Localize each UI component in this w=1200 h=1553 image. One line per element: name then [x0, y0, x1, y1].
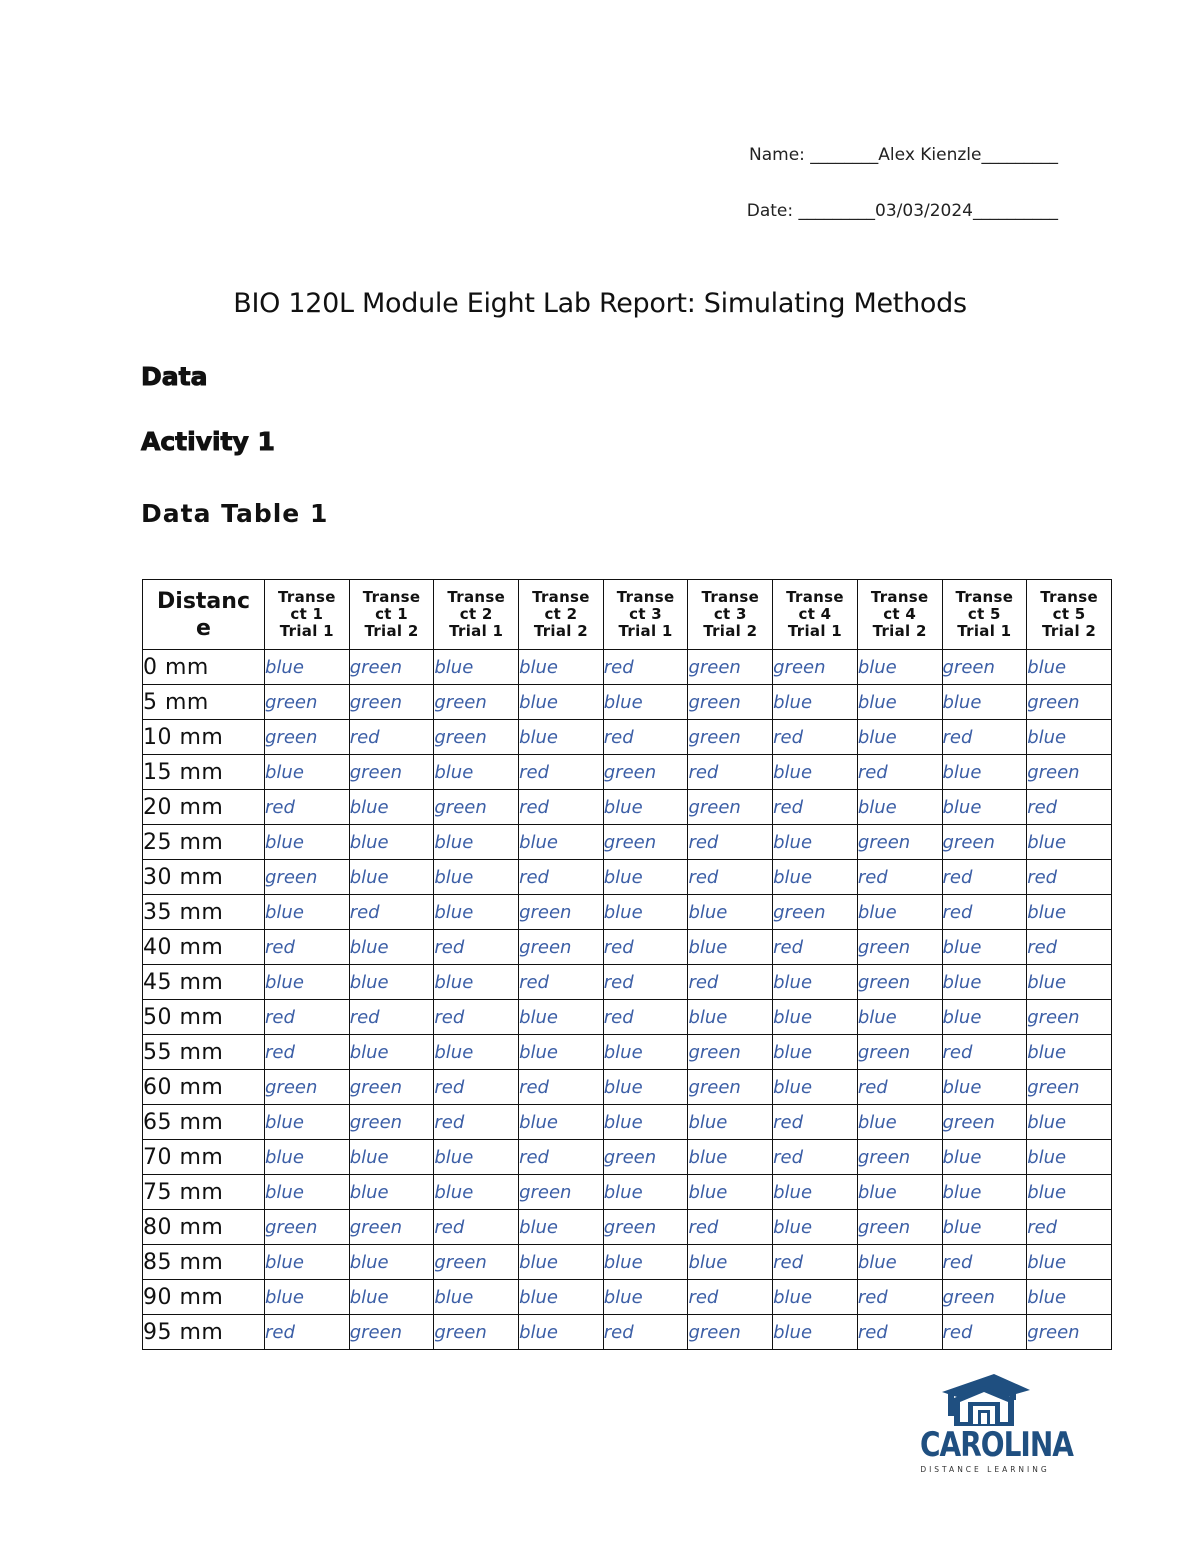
color-cell: green	[265, 1210, 350, 1245]
color-cell: blue	[349, 1245, 434, 1280]
color-cell: red	[603, 1000, 688, 1035]
color-cell: green	[688, 720, 773, 755]
logo-name: CAROLINA	[920, 1424, 1073, 1465]
table-row	[143, 895, 1112, 930]
carolina-logo	[920, 1372, 1073, 1482]
color-cell: green	[857, 825, 942, 860]
header-line: Transe	[362, 588, 421, 606]
color-cell: blue	[773, 1210, 858, 1245]
color-cell: green	[942, 650, 1027, 685]
color-cell: blue	[434, 650, 519, 685]
color-cell: blue	[265, 895, 350, 930]
color-cell: blue	[773, 755, 858, 790]
color-cell: red	[349, 895, 434, 930]
header-line: Trial 1	[618, 622, 673, 640]
header-line: ct 1	[290, 605, 324, 623]
color-cell: red	[519, 965, 604, 1000]
color-cell: blue	[349, 825, 434, 860]
distance-cell: 40 mm	[143, 930, 265, 965]
color-cell: red	[519, 755, 604, 790]
date-field: Date: _________03/03/2024__________	[746, 201, 1058, 221]
color-cell: red	[349, 1000, 434, 1035]
color-cell: blue	[265, 650, 350, 685]
color-cell: blue	[349, 930, 434, 965]
color-cell: blue	[942, 685, 1027, 720]
distance-cell: 85 mm	[143, 1245, 265, 1280]
color-cell: blue	[519, 1000, 604, 1035]
header-line: Transe	[447, 588, 506, 606]
color-cell: blue	[773, 965, 858, 1000]
color-cell: red	[857, 1070, 942, 1105]
distance-cell: 35 mm	[143, 895, 265, 930]
color-cell: blue	[349, 1035, 434, 1070]
color-cell: green	[1027, 1070, 1112, 1105]
color-cell: red	[265, 1000, 350, 1035]
color-cell: blue	[688, 1000, 773, 1035]
color-cell: green	[942, 1280, 1027, 1315]
color-cell: red	[688, 755, 773, 790]
table-row	[143, 1315, 1112, 1350]
color-cell: red	[603, 1315, 688, 1350]
color-cell: green	[603, 1140, 688, 1175]
color-cell: blue	[1027, 1245, 1112, 1280]
color-cell: blue	[434, 1035, 519, 1070]
color-cell: blue	[773, 1000, 858, 1035]
color-cell: green	[688, 650, 773, 685]
color-cell: blue	[603, 1070, 688, 1105]
color-cell: green	[688, 1035, 773, 1070]
color-cell: red	[265, 790, 350, 825]
color-cell: blue	[1027, 1105, 1112, 1140]
color-cell: green	[434, 1315, 519, 1350]
color-cell: blue	[1027, 650, 1112, 685]
color-cell: blue	[942, 965, 1027, 1000]
color-cell: green	[349, 1210, 434, 1245]
color-cell: red	[1027, 930, 1112, 965]
color-cell: blue	[603, 1035, 688, 1070]
color-cell: blue	[942, 930, 1027, 965]
name-field: Name: ________Alex Kienzle_________	[749, 145, 1058, 165]
color-cell: blue	[857, 720, 942, 755]
color-cell: blue	[1027, 1175, 1112, 1210]
color-cell: blue	[688, 895, 773, 930]
header-line: ct 4	[883, 605, 917, 623]
color-cell: red	[857, 1315, 942, 1350]
column-header	[857, 580, 942, 650]
table-row	[143, 1210, 1112, 1245]
color-cell: red	[434, 1000, 519, 1035]
color-cell: green	[434, 790, 519, 825]
color-cell: red	[434, 1210, 519, 1245]
color-cell: red	[519, 1070, 604, 1105]
color-cell: blue	[265, 825, 350, 860]
distance-cell: 80 mm	[143, 1210, 265, 1245]
color-cell: green	[349, 1105, 434, 1140]
color-cell: red	[519, 860, 604, 895]
header-line: Transe	[532, 588, 590, 606]
color-cell: blue	[349, 1140, 434, 1175]
color-cell: blue	[1027, 965, 1112, 1000]
header-line: Trial 1	[449, 622, 504, 640]
color-cell: green	[603, 825, 688, 860]
color-cell: red	[857, 1280, 942, 1315]
color-cell: blue	[857, 685, 942, 720]
color-cell: green	[688, 1315, 773, 1350]
color-cell: green	[349, 650, 434, 685]
header-line: Trial 1	[279, 622, 334, 640]
table-row	[143, 685, 1112, 720]
color-cell: red	[434, 930, 519, 965]
house-graduation-cap-icon	[934, 1372, 1034, 1427]
color-cell: red	[688, 1280, 773, 1315]
distance-cell: 55 mm	[143, 1035, 265, 1070]
color-cell: green	[688, 685, 773, 720]
table-row	[143, 860, 1112, 895]
color-cell: green	[603, 1210, 688, 1245]
table-row	[143, 650, 1112, 685]
color-cell: blue	[434, 965, 519, 1000]
color-cell: red	[603, 720, 688, 755]
column-header	[349, 580, 434, 650]
color-cell: blue	[857, 1245, 942, 1280]
color-cell: green	[688, 790, 773, 825]
color-cell: red	[942, 1315, 1027, 1350]
color-cell: blue	[434, 1280, 519, 1315]
color-cell: blue	[349, 965, 434, 1000]
color-cell: blue	[434, 1175, 519, 1210]
color-cell: blue	[434, 895, 519, 930]
color-cell: blue	[603, 790, 688, 825]
color-cell: blue	[773, 1280, 858, 1315]
header-line: Trial 1	[787, 622, 843, 640]
color-cell: red	[434, 1105, 519, 1140]
color-cell: red	[688, 965, 773, 1000]
distance-cell: 30 mm	[143, 860, 265, 895]
header-line: Transe	[701, 588, 760, 606]
color-cell: blue	[349, 860, 434, 895]
color-cell: red	[688, 860, 773, 895]
color-cell: blue	[603, 1245, 688, 1280]
color-cell: green	[1027, 1000, 1112, 1035]
distance-cell: 20 mm	[143, 790, 265, 825]
color-cell: red	[603, 965, 688, 1000]
table-row	[143, 1035, 1112, 1070]
column-header	[519, 580, 604, 650]
color-cell: blue	[773, 1175, 858, 1210]
column-header	[434, 580, 519, 650]
color-cell: red	[519, 1140, 604, 1175]
distance-cell: 10 mm	[143, 720, 265, 755]
color-cell: red	[857, 860, 942, 895]
color-cell: blue	[773, 860, 858, 895]
column-header	[773, 580, 858, 650]
color-cell: blue	[1027, 1280, 1112, 1315]
header-line: Trial 2	[872, 622, 927, 640]
table-row	[143, 1140, 1112, 1175]
color-cell: green	[857, 1210, 942, 1245]
distance-cell: 15 mm	[143, 755, 265, 790]
column-header	[265, 580, 350, 650]
color-cell: blue	[349, 790, 434, 825]
color-cell: blue	[349, 1175, 434, 1210]
color-cell: green	[434, 1245, 519, 1280]
header-line: ct 5	[967, 605, 1001, 623]
color-cell: green	[265, 685, 350, 720]
page-title: BIO 120L Module Eight Lab Report: Simulating Methods	[233, 288, 967, 319]
header-line: Transe	[955, 588, 1014, 606]
color-cell: blue	[603, 1280, 688, 1315]
color-cell: green	[434, 685, 519, 720]
color-cell: red	[519, 790, 604, 825]
color-cell: red	[773, 720, 858, 755]
color-cell: blue	[519, 1245, 604, 1280]
color-cell: blue	[942, 1070, 1027, 1105]
color-cell: blue	[265, 755, 350, 790]
color-cell: blue	[688, 1245, 773, 1280]
color-cell: blue	[857, 1000, 942, 1035]
table-row	[143, 825, 1112, 860]
color-cell: green	[349, 1070, 434, 1105]
color-cell: blue	[603, 1105, 688, 1140]
column-header	[603, 580, 688, 650]
color-cell: green	[857, 1140, 942, 1175]
color-cell: red	[603, 930, 688, 965]
color-cell: green	[519, 1175, 604, 1210]
distance-cell: 5 mm	[143, 685, 265, 720]
color-cell: blue	[434, 1140, 519, 1175]
color-cell: blue	[1027, 1140, 1112, 1175]
color-cell: blue	[773, 825, 858, 860]
color-cell: green	[519, 930, 604, 965]
table-row	[143, 720, 1112, 755]
distance-cell: 70 mm	[143, 1140, 265, 1175]
color-cell: red	[603, 650, 688, 685]
color-cell: blue	[434, 755, 519, 790]
header-line: Trial 2	[364, 622, 419, 640]
distance-cell: 50 mm	[143, 1000, 265, 1035]
header-line: Trial 1	[957, 622, 1012, 640]
color-cell: blue	[688, 1105, 773, 1140]
column-header	[1027, 580, 1112, 650]
header-line: Transe	[616, 588, 675, 606]
color-cell: blue	[434, 825, 519, 860]
table-header-row	[143, 580, 1112, 650]
color-cell: blue	[1027, 825, 1112, 860]
table-row	[143, 1105, 1112, 1140]
header-line: ct 3	[713, 605, 747, 623]
color-cell: green	[1027, 755, 1112, 790]
column-header	[688, 580, 773, 650]
color-cell: blue	[349, 1280, 434, 1315]
color-cell: blue	[519, 1035, 604, 1070]
color-cell: blue	[857, 895, 942, 930]
header-line: ct 1	[375, 605, 408, 623]
color-cell: blue	[1027, 720, 1112, 755]
header-line: Distanc	[157, 588, 250, 614]
color-cell: red	[773, 1245, 858, 1280]
color-cell: blue	[1027, 1035, 1112, 1070]
color-cell: red	[434, 1070, 519, 1105]
table-row	[143, 1070, 1112, 1105]
logo-subtitle: DISTANCE LEARNING	[920, 1465, 1050, 1474]
color-cell: blue	[519, 720, 604, 755]
color-cell: blue	[265, 1280, 350, 1315]
color-cell: blue	[519, 1210, 604, 1245]
table-row	[143, 1175, 1112, 1210]
color-cell: blue	[942, 1000, 1027, 1035]
color-cell: green	[265, 1070, 350, 1105]
header-line: Trial 2	[533, 622, 588, 640]
color-cell: blue	[773, 685, 858, 720]
header-line: Trial 2	[703, 622, 758, 640]
column-header	[942, 580, 1027, 650]
color-cell: green	[1027, 1315, 1112, 1350]
header-line: Trial 2	[1042, 622, 1097, 640]
color-cell: blue	[265, 1175, 350, 1210]
table-row	[143, 1245, 1112, 1280]
color-cell: green	[349, 685, 434, 720]
table-body	[143, 650, 1112, 1350]
color-cell: green	[857, 965, 942, 1000]
color-cell: green	[349, 755, 434, 790]
color-cell: red	[942, 720, 1027, 755]
color-cell: green	[773, 895, 858, 930]
color-cell: blue	[857, 1105, 942, 1140]
color-cell: blue	[773, 1315, 858, 1350]
color-cell: blue	[265, 1105, 350, 1140]
color-cell: blue	[773, 1070, 858, 1105]
distance-cell: 75 mm	[143, 1175, 265, 1210]
header-line: ct 4	[798, 605, 832, 623]
color-cell: blue	[773, 1035, 858, 1070]
color-cell: red	[265, 1035, 350, 1070]
color-cell: green	[519, 895, 604, 930]
color-cell: blue	[857, 1175, 942, 1210]
color-cell: blue	[603, 1175, 688, 1210]
color-cell: green	[942, 1105, 1027, 1140]
color-cell: blue	[519, 1315, 604, 1350]
distance-cell: 95 mm	[143, 1315, 265, 1350]
table-row	[143, 1000, 1112, 1035]
color-cell: red	[773, 1105, 858, 1140]
table-title: Data Table 1	[141, 499, 329, 528]
color-cell: blue	[434, 860, 519, 895]
header-line: e	[196, 615, 211, 641]
color-cell: blue	[688, 930, 773, 965]
section-heading-data: Data	[141, 362, 208, 391]
distance-cell: 0 mm	[143, 650, 265, 685]
color-cell: red	[942, 860, 1027, 895]
color-cell: blue	[942, 1175, 1027, 1210]
distance-cell: 25 mm	[143, 825, 265, 860]
color-cell: blue	[265, 1245, 350, 1280]
header-line: Transe	[1040, 588, 1098, 606]
header-line: ct 2	[544, 605, 578, 623]
color-cell: red	[942, 1245, 1027, 1280]
color-cell: green	[603, 755, 688, 790]
color-cell: blue	[265, 1140, 350, 1175]
table-row	[143, 965, 1112, 1000]
table-row	[143, 930, 1112, 965]
color-cell: blue	[519, 650, 604, 685]
header-line: Transe	[786, 588, 844, 606]
header-line: ct 3	[629, 605, 663, 623]
color-cell: blue	[519, 1105, 604, 1140]
header-line: ct 2	[459, 605, 493, 623]
color-cell: blue	[1027, 895, 1112, 930]
color-cell: red	[1027, 1210, 1112, 1245]
color-cell: red	[773, 930, 858, 965]
table-row	[143, 1280, 1112, 1315]
color-cell: green	[688, 1070, 773, 1105]
color-cell: blue	[603, 860, 688, 895]
color-cell: red	[942, 1035, 1027, 1070]
color-cell: blue	[603, 685, 688, 720]
color-cell: red	[773, 790, 858, 825]
color-cell: blue	[942, 1140, 1027, 1175]
header-line: Transe	[278, 588, 336, 606]
color-cell: red	[857, 755, 942, 790]
color-cell: green	[265, 860, 350, 895]
color-cell: green	[349, 1315, 434, 1350]
section-heading-activity: Activity 1	[141, 427, 275, 456]
color-cell: red	[1027, 790, 1112, 825]
color-cell: blue	[519, 1280, 604, 1315]
color-cell: blue	[688, 1140, 773, 1175]
distance-cell: 65 mm	[143, 1105, 265, 1140]
color-cell: red	[349, 720, 434, 755]
color-cell: blue	[857, 790, 942, 825]
header-line: Transe	[870, 588, 929, 606]
color-cell: green	[857, 1035, 942, 1070]
data-table	[142, 579, 1112, 1350]
color-cell: green	[265, 720, 350, 755]
color-cell: green	[1027, 685, 1112, 720]
color-cell: green	[857, 930, 942, 965]
distance-cell: 90 mm	[143, 1280, 265, 1315]
color-cell: blue	[519, 825, 604, 860]
color-cell: blue	[688, 1175, 773, 1210]
table-row	[143, 790, 1112, 825]
column-header-distance	[143, 580, 265, 650]
color-cell: red	[773, 1140, 858, 1175]
distance-cell: 45 mm	[143, 965, 265, 1000]
color-cell: green	[434, 720, 519, 755]
color-cell: blue	[942, 790, 1027, 825]
color-cell: blue	[603, 895, 688, 930]
color-cell: red	[942, 895, 1027, 930]
color-cell: red	[265, 930, 350, 965]
color-cell: blue	[519, 685, 604, 720]
color-cell: blue	[942, 755, 1027, 790]
color-cell: blue	[942, 1210, 1027, 1245]
color-cell: red	[1027, 860, 1112, 895]
color-cell: blue	[265, 965, 350, 1000]
color-cell: green	[773, 650, 858, 685]
distance-cell: 60 mm	[143, 1070, 265, 1105]
color-cell: red	[265, 1315, 350, 1350]
table-row	[143, 755, 1112, 790]
color-cell: blue	[857, 650, 942, 685]
header-line: ct 5	[1052, 605, 1086, 623]
color-cell: red	[688, 825, 773, 860]
color-cell: red	[688, 1210, 773, 1245]
color-cell: green	[942, 825, 1027, 860]
